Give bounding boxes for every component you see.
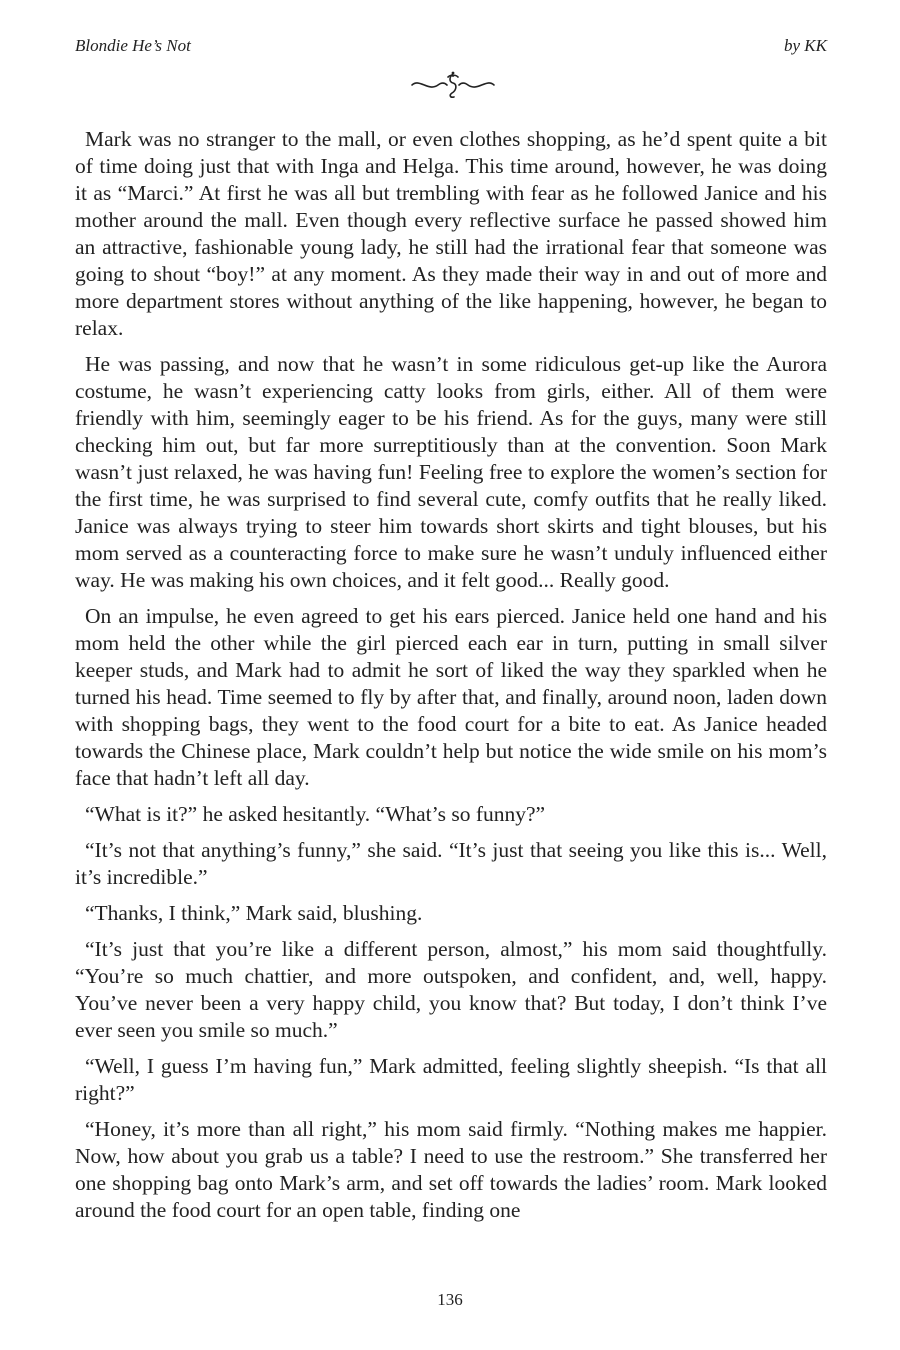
paragraph: “Honey, it’s more than all right,” his mom said firmly. “Nothing makes me happier. Now, how about you grab us a table? I need to use the restroom.” She transferred her one shopping bag onto Mark’s arm, and set off towards the ladies’ room. Mark looked around the food court for an open table, finding one bbox=[75, 1117, 827, 1222]
paragraph: “It’s just that you’re like a different person, almost,” his mom said thoughtfully. “You’re so much chattier, and more outspoken, and confident, and, well, happy. You’ve never been a very happy child, you know that? But today, I don’t think I’ve ever seen you smile so much.” bbox=[75, 937, 827, 1042]
paragraph: Mark was no stranger to the mall, or even clothes shopping, as he’d spent quite a bit of time doing just that with Inga and Helga. This time around, however, he was doing it as “Marci.” At first he was all but trembling with fear as he followed Janice and his mother around the mall. Even though every reflective surface he passed showed him an attractive, fashionable young lady, he still had the irrational fear that someone was going to shout “boy!” at any moment. As they made their way in and out of more and more department stores without anything of the like happening, however, he began to relax. bbox=[75, 127, 827, 340]
running-head bbox=[75, 36, 827, 60]
page-number: 136 bbox=[437, 1290, 463, 1309]
book-title: Blondie He’s Not bbox=[75, 36, 191, 55]
author-name: by KK bbox=[784, 36, 827, 55]
paragraph: “What is it?” he asked hesitantly. “What’s so funny?” bbox=[85, 802, 546, 826]
paragraph: On an impulse, he even agreed to get his ears pierced. Janice held one hand and his mom held the other while the girl pierced each ear in turn, putting in small silver keeper studs, and Mark had to admit he sort of liked the way they sparkled when he turned his head. Time seemed to fly by after that, and finally, around noon, laden down with shopping bags, they went to the food court for a bite to eat. As Janice headed towards the Chinese place, Mark couldn’t help but notice the wide smile on his mom’s face that hadn’t left all day. bbox=[75, 604, 827, 790]
paragraph: “Well, I guess I’m having fun,” Mark admitted, feeling slightly sheepish. “Is that all right?” bbox=[75, 1054, 827, 1105]
body-text bbox=[75, 126, 827, 1233]
paragraph: “Thanks, I think,” Mark said, blushing. bbox=[85, 901, 423, 925]
flourish-ornament-icon bbox=[408, 68, 498, 102]
paragraph: He was passing, and now that he wasn’t in some ridiculous get-up like the Aurora costume, he wasn’t experiencing catty looks from girls, either. All of them were friendly with him, seemingly eager to be his friend. As for the guys, many were still checking him out, but far more surreptitiously than at the convention. Soon Mark wasn’t just relaxed, he was having fun! Feeling free to explore the women’s section for the first time, he was surprised to find several cute, comfy outfits that he really liked. Janice was always trying to steer him towards short skirts and tight blouses, but his mom served as a counteracting force to make sure he wasn’t unduly influenced either way. He was making his own choices, and it felt good... Really good. bbox=[75, 352, 827, 592]
paragraph: “It’s not that anything’s funny,” she said. “It’s just that seeing you like this is... Well, it’s incredible.” bbox=[75, 838, 827, 889]
